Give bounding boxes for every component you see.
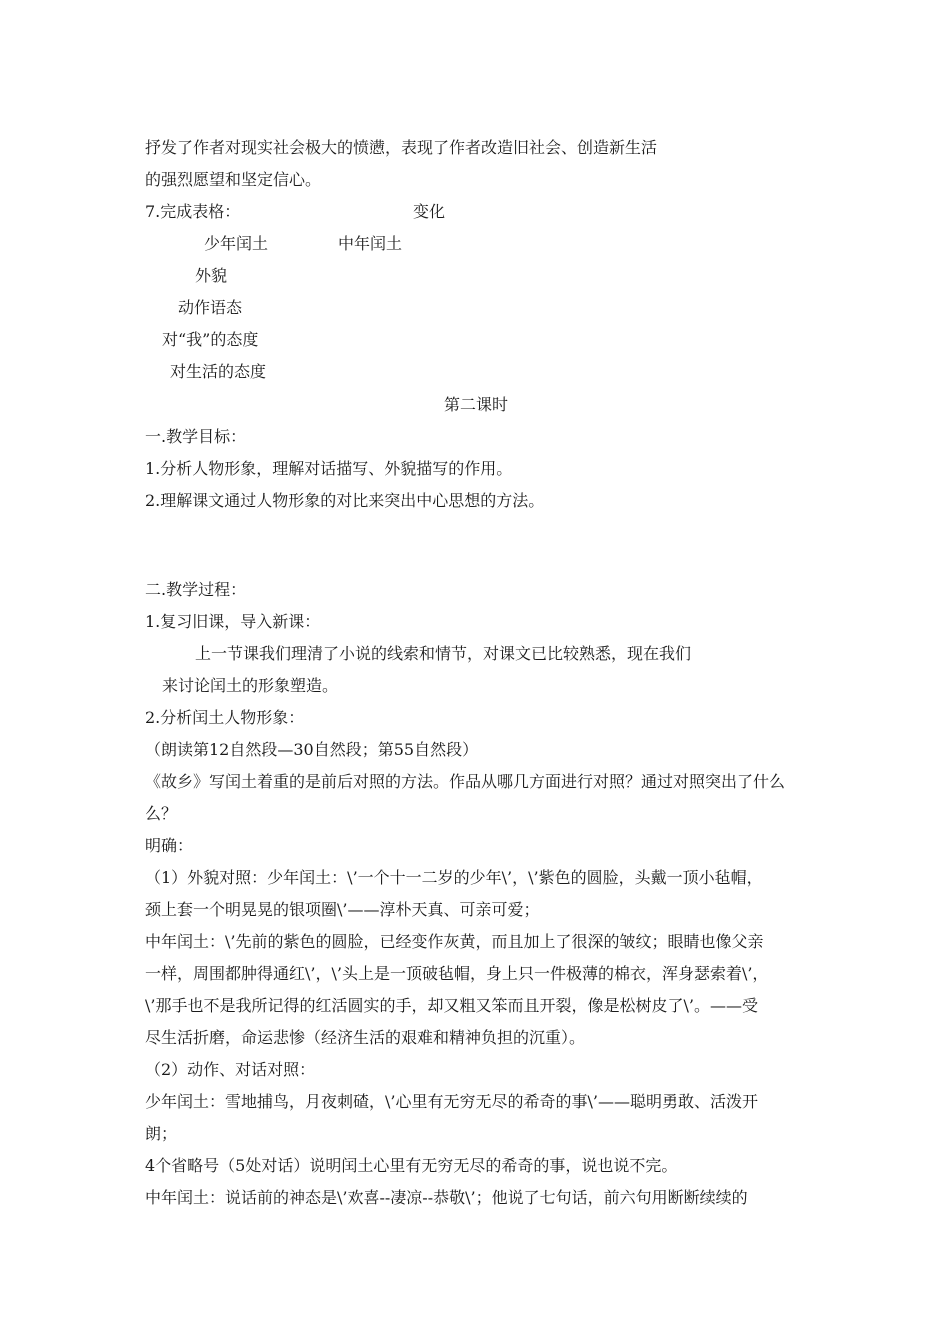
text-line: 明确： <box>145 836 194 855</box>
table-row-label: 对生活的态度 <box>170 362 267 381</box>
list-item: 1.复习旧课，导入新课： <box>145 612 321 631</box>
text-line: 中年闰土：\’先前的紫色的圆脸，已经变作灰黄，而且加上了很深的皱纹；眼睛也像父亲 <box>145 932 764 951</box>
text-line: 上一节课我们理清了小说的线索和情节，对课文已比较熟悉，现在我们 <box>195 644 692 663</box>
table-row-label: 外貌 <box>195 266 228 285</box>
list-item: 2.分析闰土人物形象： <box>145 708 305 727</box>
table-row-label: 对“我”的态度 <box>162 330 259 349</box>
text-line: 少年闰土：雪地捕鸟，月夜刺碴，\’心里有无穷无尽的希奇的事\’——聪明勇敢、活泼开 <box>145 1092 758 1111</box>
table-caption: 变化 <box>413 202 446 221</box>
lesson-heading: 第二课时 <box>444 395 509 414</box>
section-heading: 一.教学目标： <box>145 427 247 446</box>
text-line: 来讨论闰土的形象塑造。 <box>162 676 339 695</box>
table-header: 少年闰土 <box>204 234 269 253</box>
text-line: （朗读第12自然段—30自然段；第55自然段） <box>145 740 479 759</box>
list-item: 2.理解课文通过人物形象的对比来突出中心思想的方法。 <box>145 491 545 510</box>
text-line: 么？ <box>145 804 178 823</box>
text-line: 4个省略号（5处对话）说明闰土心里有无穷无尽的希奇的事，说也说不完。 <box>145 1156 678 1175</box>
text-line: 颈上套一个明晃晃的银项圈\’——淳朴天真、可亲可爱； <box>145 900 540 919</box>
table-header: 中年闰土 <box>338 234 403 253</box>
list-item: 1.分析人物形象，理解对话描写、外貌描写的作用。 <box>145 459 513 478</box>
text-line: （1）外貌对照：少年闰土：\’一个十一二岁的少年\’，\’紫色的圆脸，头戴一顶小毡帽， <box>145 868 763 887</box>
text-line: 的强烈愿望和坚定信心。 <box>145 170 322 189</box>
section-heading: 二.教学过程： <box>145 580 247 599</box>
text-line: 一样，周围都肿得通红\’，\’头上是一顶破毡帽，身上只一件极薄的棉衣，浑身瑟索着\’， <box>145 964 769 983</box>
table-row-label: 动作语态 <box>178 298 243 317</box>
text-line: 朗； <box>145 1124 178 1143</box>
text-line: 《故乡》写闰土着重的是前后对照的方法。作品从哪几方面进行对照？通过对照突出了什么 <box>145 772 786 791</box>
text-line: 抒发了作者对现实社会极大的愤懑，表现了作者改造旧社会、创造新生活 <box>145 138 658 157</box>
text-line: \’那手也不是我所记得的红活圆实的手，却又粗又笨而且开裂，像是松树皮了\’。——受 <box>145 996 758 1015</box>
section-item: 7.完成表格： <box>145 202 241 221</box>
text-line: （2）动作、对话对照： <box>145 1060 316 1079</box>
text-line: 尽生活折磨，命运悲惨（经济生活的艰难和精神负担的沉重）。 <box>145 1028 586 1047</box>
text-line: 中年闰土：说话前的神态是\’欢喜--凄凉--恭敬\’；他说了七句话，前六句用断断续续的 <box>145 1188 748 1207</box>
